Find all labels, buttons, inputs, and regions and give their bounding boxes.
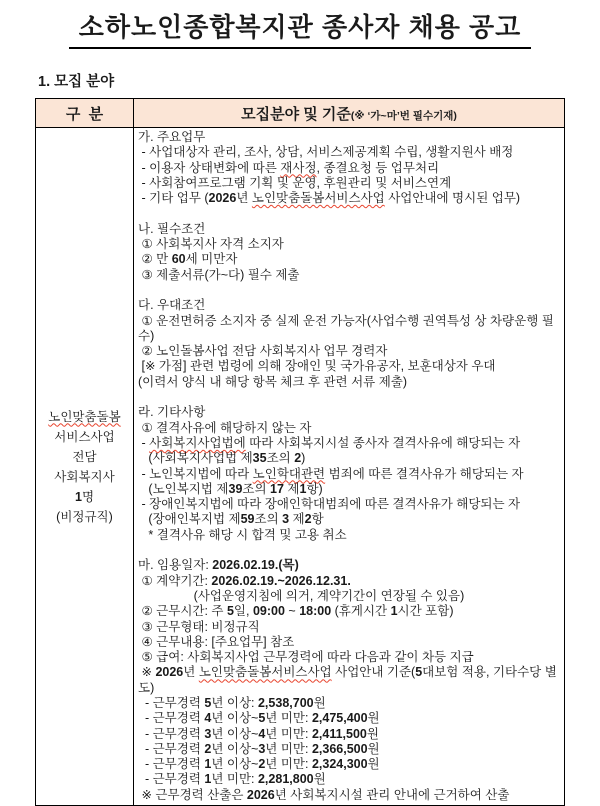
criteria-line: ⑤ 급여: 사회복지사업 근무경력에 따라 다음과 같이 차등 지급 — [138, 650, 474, 665]
category-line: 서비스사업 — [54, 429, 115, 444]
criteria-line: - 근무경력 5년 이상: 2,538,700원 — [138, 695, 326, 710]
recruitment-table — [35, 98, 565, 806]
criteria-line: ① 결격사유에 해당하지 않는 자 — [138, 420, 312, 435]
header-criteria-note: (※ ‘가~마’번 필수기재) — [350, 109, 457, 122]
criteria-line: ④ 근무내용: [주요업무] 참조 — [138, 634, 295, 649]
criteria-line: ③ 제출서류(가~다) 필수 제출 — [138, 267, 300, 282]
criteria-line: * 결격사유 해당 시 합격 및 고용 취소 — [138, 527, 347, 542]
criteria-line: 나. 필수조건 — [138, 221, 206, 236]
table-header-row — [36, 99, 565, 128]
criteria-line: ① 사회복지사 자격 소지자 — [138, 237, 284, 252]
criteria-line: - 이용자 상태변화에 따른 재사정, 종결요청 등 업무처리 — [138, 160, 440, 175]
criteria-line — [138, 206, 561, 221]
criteria-line: ③ 근무형태: 비정규직 — [138, 619, 260, 634]
criteria-line: - 노인복지법에 따라 노인학대관련 범죄에 따른 결격사유가 해당되는 자 — [138, 466, 524, 481]
criteria-cell — [134, 128, 565, 806]
criteria-line: 마. 임용일자: 2026.02.19.(목) — [138, 558, 299, 573]
criteria-line: ① 운전면허증 소지자 중 실제 운전 가능자(사업수행 권역특성 상 차량운행 필수) — [138, 313, 554, 343]
header-criteria-label: 모집분야 및 기준 — [241, 105, 351, 123]
category-line: 노인맞춤돌봄 — [48, 409, 121, 424]
criteria-line: 다. 우대조건 — [138, 298, 206, 313]
criteria-line — [138, 283, 561, 298]
page-title: 소하노인종합복지관 종사자 채용 공고 — [69, 7, 532, 49]
header-category-label: 구 분 — [65, 105, 104, 123]
criteria-line: 라. 기타사항 — [138, 405, 206, 420]
criteria-line: (노인복지법 제39조의 17 제1항) — [138, 481, 323, 496]
criteria-line: ① 계약기간: 2026.02.19.~2026.12.31. — [138, 573, 351, 588]
criteria-line: [※ 가점] 관련 법령에 의해 장애인 및 국가유공자, 보훈대상자 우대 — [138, 359, 496, 374]
criteria-line: - 사회복지사업법에 따라 사회복지시설 종사자 결격사유에 해당되는 자 — [138, 435, 521, 450]
criteria-line: - 근무경력 3년 이상~4년 미만: 2,411,500원 — [138, 726, 379, 741]
category-cell — [36, 128, 134, 806]
criteria-line — [138, 390, 561, 405]
criteria-line: - 근무경력 1년 미만: 2,281,800원 — [138, 772, 326, 787]
criteria-line: - 근무경력 4년 이상~5년 미만: 2,475,400원 — [138, 711, 380, 726]
criteria-line — [138, 543, 561, 558]
criteria-line: - 사회참여프로그램 기획 및 운영, 후원관리 및 서비스연계 — [138, 175, 452, 190]
criteria-line: (사업운영지침에 의거, 계약기간이 연장될 수 있음) — [138, 588, 465, 603]
criteria-line: (이력서 양식 내 해당 항목 체크 후 관련 서류 제출) — [138, 374, 408, 389]
criteria-line: 가. 주요업무 — [138, 130, 206, 144]
criteria-line: ② 만 60세 미만자 — [138, 252, 238, 267]
title-wrap — [0, 0, 600, 49]
category-line: 1명 — [74, 489, 95, 504]
table-body-row — [36, 128, 565, 806]
header-cell-criteria — [134, 99, 565, 128]
criteria-line: (장애인복지법 제59조의 3 제2항 — [138, 512, 324, 527]
category-line: 사회복지사 — [54, 469, 115, 484]
criteria-line: ※ 근무경력 산출은 2026년 사회복지시설 관리 안내에 근거하여 산출 — [138, 787, 510, 802]
criteria-line: ② 노인돌봄사업 전담 사회복지사 업무 경력자 — [138, 344, 388, 359]
header-cell-category — [36, 99, 134, 128]
criteria-line: ② 근무시간: 주 5일, 09:00 ~ 18:00 (휴게시간 1시간 포함) — [138, 604, 454, 619]
criteria-line: - 사업대상자 관리, 조사, 상담, 서비스제공계획 수립, 생활지원사 배정 — [138, 145, 514, 160]
criteria-line: - 근무경력 1년 이상~2년 미만: 2,324,300원 — [138, 757, 380, 772]
section-heading: 1. 모집 분야 — [38, 74, 115, 90]
category-line: 전담 — [72, 449, 97, 464]
category-line: (비정규직) — [56, 509, 113, 524]
criteria-line: (사회복지사업법 제35조의 2) — [138, 451, 306, 466]
criteria-line: - 장애인복지법에 따라 장애인학대범죄에 따른 결격사유가 해당되는 자 — [138, 497, 521, 512]
criteria-line: - 기타 업무 (2026년 노인맞춤돌봄서비스사업 사업안내에 명시된 업무) — [138, 191, 521, 206]
criteria-line: ※ 2026년 노인맞춤돌봄서비스사업 사업안내 기준(5대보험 적용, 기타수당 별도) — [138, 665, 557, 695]
criteria-line: - 근무경력 2년 이상~3년 미만: 2,366,500원 — [138, 741, 380, 756]
